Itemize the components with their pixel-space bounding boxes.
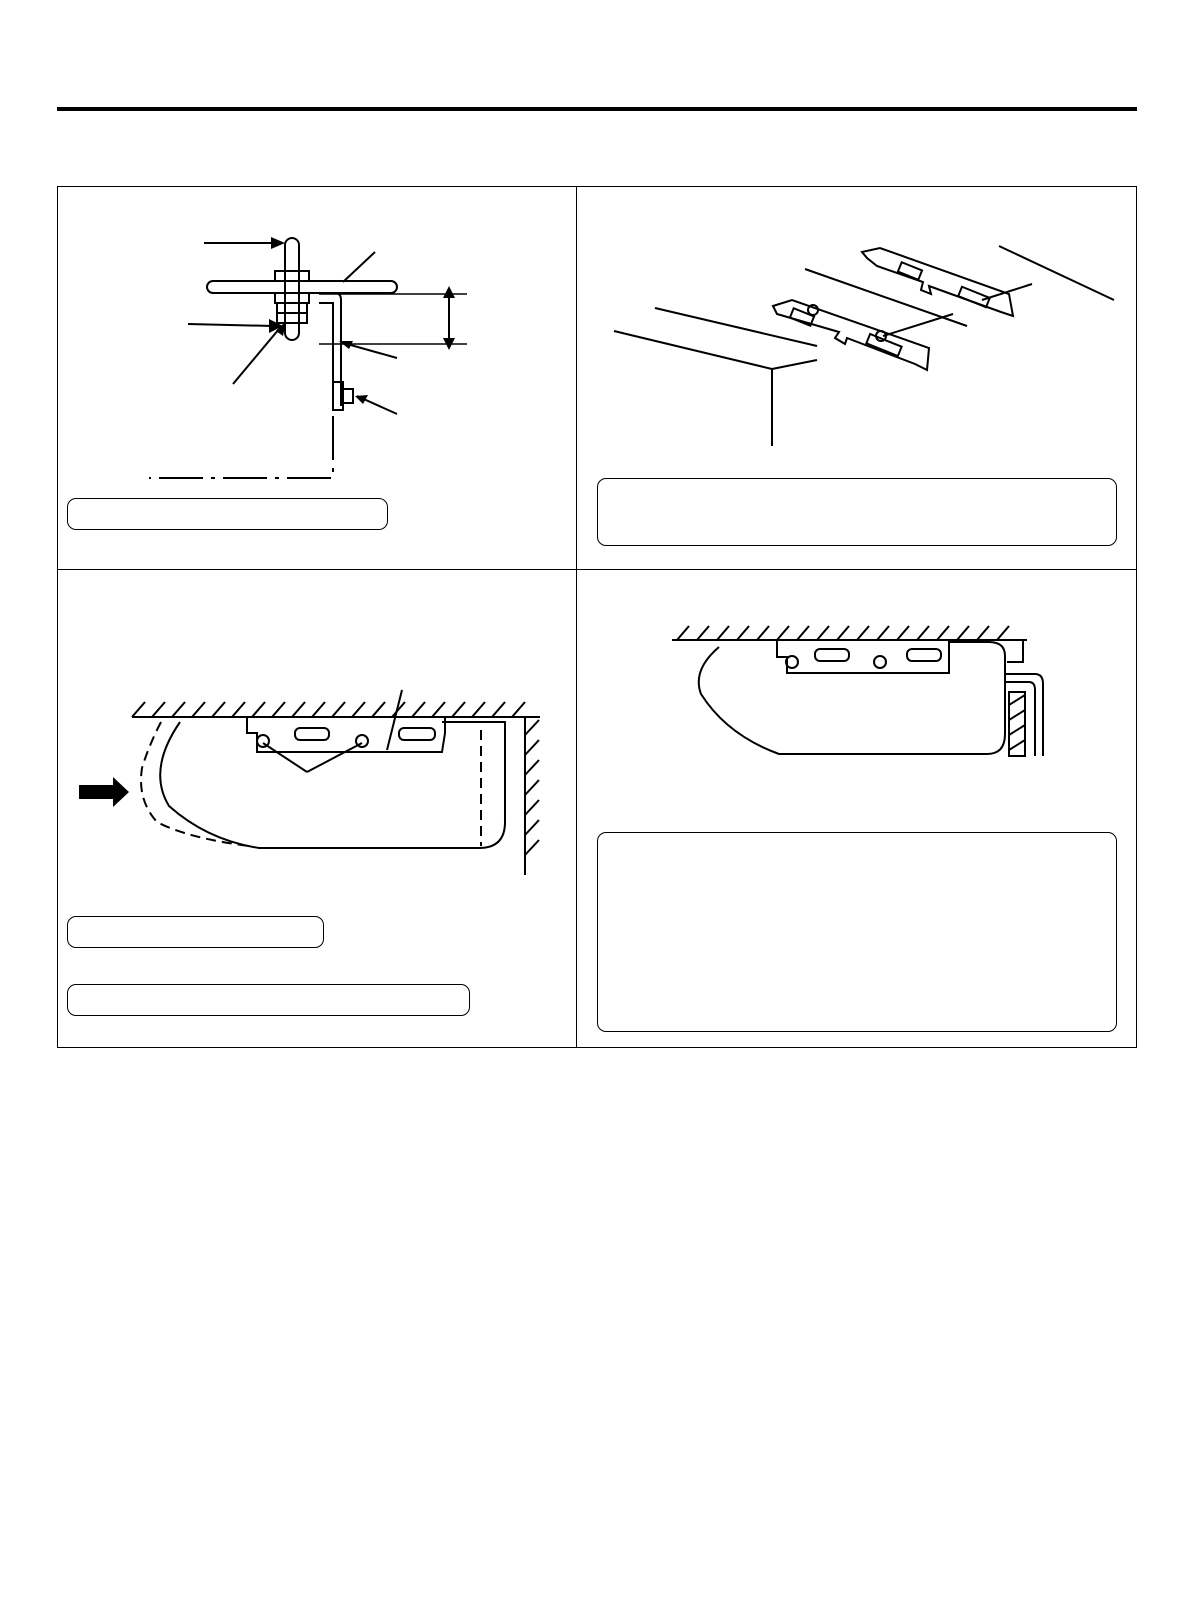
upper-nut bbox=[275, 271, 309, 281]
wall-section bbox=[1009, 692, 1025, 756]
caption-box bbox=[67, 984, 470, 1016]
bracket-left bbox=[773, 300, 929, 370]
hook-right bbox=[874, 656, 886, 668]
panel-hanging-bolt bbox=[57, 186, 576, 569]
mounting-bracket bbox=[777, 640, 949, 673]
unit-slide-onto-bracket-figure bbox=[57, 570, 576, 1048]
lower-nut-3 bbox=[277, 313, 307, 323]
caption-box bbox=[597, 832, 1117, 1032]
ceiling-plate bbox=[207, 281, 397, 293]
arrow-head bbox=[271, 237, 285, 249]
header-rule bbox=[57, 107, 1137, 111]
panel-slide-unit bbox=[57, 570, 576, 1048]
caption-box bbox=[67, 498, 388, 530]
indoor-unit bbox=[699, 642, 1005, 754]
hanging-bolt bbox=[285, 238, 299, 340]
lower-nut-1 bbox=[275, 293, 309, 303]
panel-ceiling-brackets bbox=[577, 186, 1137, 569]
panel-unit-mounted bbox=[577, 570, 1137, 1048]
lower-nut-2 bbox=[277, 303, 307, 313]
unit-slide-outline bbox=[141, 722, 249, 846]
push-arrow-icon bbox=[79, 777, 129, 807]
mounting-bracket bbox=[247, 717, 445, 752]
bracket-right bbox=[862, 248, 1013, 316]
caption-box bbox=[67, 916, 324, 948]
indoor-unit bbox=[160, 722, 505, 848]
caption-box bbox=[597, 478, 1117, 546]
